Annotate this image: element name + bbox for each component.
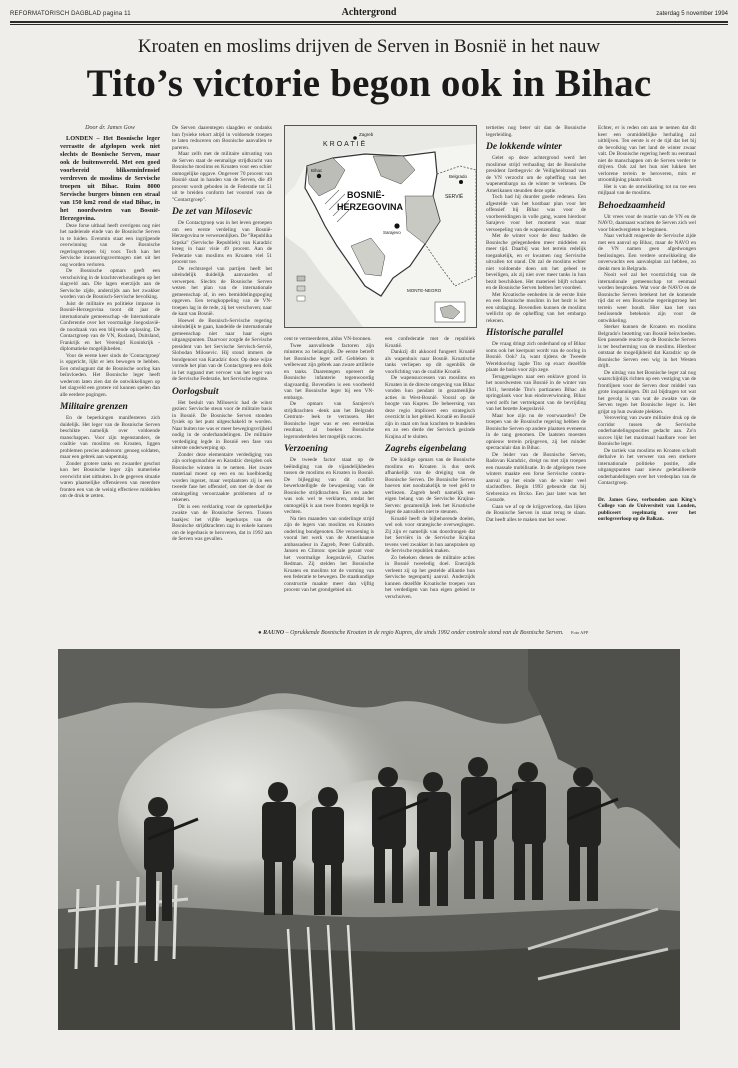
paragraph: De wapensuccessen van moslims en Kroaten in de directe omgeving van Bihac vonden hun pendant in gezamenlijke acties in West-Bosnië. Vooral op de hoogte van Kupres. De beheersing van deze regio impliceert een strategisch overzicht in het gebied. Kroatië en Bosnië zijn in staat om hun krachten te bundelen en zo een derde der Servisch gezinde Krajina af te sluiten. bbox=[385, 375, 475, 440]
paragraph: Sterker kunnen de Kroaten en moslims Belgrado's bezetting van Bosnië beïnvloeden. Een passende reactie op de Bosnische Serven is ter bescherming van de moslims. Hierdoor ontstaat de mogelijkheid dat Karadzic op de Bosnische Serven een wig in het Westen drijft. bbox=[598, 324, 696, 369]
paragraph: De Contactgroep was in het leven geroepen om een eerste verdeling van Bosnië-Herzegovina te verwezenlijken. De "Republika Srpska" (Servische Republiek) van Karadzic kreeg in haar visie 49 procent. Aan de Federatie van moslims en Kroaten viel 51 procent toe. bbox=[172, 220, 272, 265]
article-column-6 bbox=[598, 125, 696, 523]
masthead-date: zaterdag 5 november 1994 bbox=[656, 11, 728, 17]
article-kicker: Kroaten en moslims drijven de Serven in Bosnië in het nauw bbox=[137, 36, 601, 57]
masthead-rule bbox=[10, 21, 728, 23]
map-bosnia bbox=[284, 125, 477, 328]
paragraph: Twee aanvullende factoren zijn minstens zo belangrijk. De eerste betreft het Bosnische leger zelf. Gebleken is welbewust zijn gebrek aan zware artillerie en tanks. Daarentegen opereert de Bosnische infanterie tegenwoordig slagvaardig. Bovendien is een voorbeeld van het Bosnische leger bij een VN-embargo. bbox=[284, 342, 374, 401]
paragraph: Teruggeslagen naar een enklave grond in het noordwesten van Bosnië in de winter van 1941, herstelde Tito's partizanen Bihac als springplank voor hun eindoverwinning. Bihac werd zelfs het vertrekpunt van de bevrijding van het bezette Joegoslavië. bbox=[486, 373, 586, 412]
paragraph: De leider van de Bosnische Serven, Radovan Karadzic, dreigt nu met zijn troepen een massale mobilisatie. In de afgelopen twee winters maakte een forse Servische contra-aanval op het einde van de winter veel slachtoffers. Begin 1993 gebeurde dat bij Srebrenica en Brcko. Een jaar later was het Gorazde. bbox=[486, 451, 586, 503]
article-column-1 bbox=[60, 125, 160, 500]
subheading-behoedzaamheid: Behoedzaamheid bbox=[598, 200, 666, 211]
paragraph: De huidige opmars van de Bosnische moslims en Kroaten is dus sterk afhankelijk van de dreiging van de Bosnische Serven. De Bosnische Serven hoeven niet noodzakelijk te veel geld te verliezen. Zagreb heeft namelijk een eigen belang van de Servische Krajina-Serven: gezamenlijk leek het Kroatische leger de aanvallers niet te steunen. bbox=[385, 457, 475, 515]
paragraph: De opmars van Sarajevo's strijdkrachten -denk aan het Belgrado Centrum- leek te verrassen. Het Bosnische leger was er een eersteklas resultaat, al boeken Bosnische legeronderdelen het mogelijk succes. bbox=[284, 401, 374, 440]
byline: Door dr. James Gow bbox=[85, 125, 135, 131]
photo-caption bbox=[258, 629, 608, 638]
paragraph: Voor de eerste keer sinds de 'Contactgroep' is opgericht, lijkt er iets bewogen te hebben. Een omslagpunt dat de Bosnische oorlog kan beïnvloeden. Het Bosnische leger heeft wederom laten zien dat de ontwikkelingen op het slagveld een grotere rol kunnen spelen dan alle eerdere pogingen. bbox=[60, 352, 160, 398]
subheading-zagrebs-eigenbelang: Zagrebs eigenbelang bbox=[385, 444, 467, 454]
paragraph: Maar hoe zijn nu de voorwaarden? De troepen van de Bosnische regering hebben de Bosnische Serven op andere plaatsen eveneens in de tang genomen. De laatsten moesten opnieuw terrein prijsgeven, zij het minder spectaculair dan in Bihac. bbox=[486, 412, 586, 451]
map-label-kroatie: KROATIË bbox=[323, 141, 368, 148]
paragraph: Dit is een verklaring voor de opmerkelijke zwakte van de Bosnische Serven. Tussen haakjes: het vijfde legerkorps van de Bosnische strijdkrachten zag in enkele kansen om de legerbasis te heroveren, dat in 1992 aan de Serven was gevallen. bbox=[172, 503, 272, 542]
subheading-zet-milosevic: De zet van Milosevic bbox=[172, 207, 253, 217]
paragraph: De vraag dringt zich onderhand op of Bihac soms ook het keerpunt wordt van de oorlog in Bosnië. Ook? Ja, want tijdens de Tweede Wereldoorlog lagde Tito op exact dezelfde plaats de basis voor zijn zege. bbox=[486, 341, 586, 373]
article-column-4 bbox=[385, 336, 475, 600]
subheading-verzoening: Verzoening bbox=[284, 444, 328, 454]
paragraph: Verovering van zware militaire druk op de corridor tussen de Servische onderhandelingsposities gedacht aan. Zo'n succes lijkt het maximaal haalbare voor het Bosnische leger. bbox=[598, 415, 696, 447]
article-lead: LONDEN – Het Bosnische leger verrastte de afgelopen week niet slechts de Bosnische Serven, maar ook de buitenwereld. Met een goed voorbereid blikseminfensief verdreven de moslims de Servische troepen uit Bihac. Ruim 8000 Servische burgers binnen een straal van 150 km2 rond de stad Bihac, in het noordwesten van Bosnië-Herzegovina. bbox=[60, 134, 160, 222]
paragraph: Gelet op deze achtergrond werd het moslimse strijd verhaaling dat de Bosnische president Izetbegovic de Veiligheidsraad van de VN verzocht om de opheffing van het wapenembargo na de winter te verlenen. De Amerikanen steunden deze optie. bbox=[486, 155, 586, 194]
paragraph: Kroatië heeft de bijbehorende doelen, wel ook voor strategische overwegingen. Zij zijn er namelijk van doordrongen dat het Serviërs in de Servische Krajina tevens veel zwakker in hun aanspraken op de Servische republiek maken. bbox=[385, 515, 475, 554]
masthead-rule-thin bbox=[10, 24, 728, 25]
paragraph: Echter, er is reden om aan te nemen dat dit keer een onmiddellijke herhaling zal uitblijven. Ten eerste is er de tijd dat het bij de bevolking van het land de winter zwaar valt. De Bosnische regering heeft nu eenmaal niet de manschappen om de Serven verder te drijven. Ook zal het hun niet lukken het verlorene terrein te heroveren, mits er stroomlijning plaatsvindt. bbox=[598, 125, 696, 183]
paragraph: De uitslag van het Bosnische leger zal nog waarschijnlijk richten op een vestiging van de frontlijnen voor de Serven door middel van grote inspanningen. Dit zal bijdragen tot wat het gevolg is van wat de zwakte van de Serven tegen het Bosnische leger is. Het grijpt op hun zwakste plekken. bbox=[598, 369, 696, 415]
paragraph: Toch had hij duurder goede redenen. Een afgestelde van het kostbaar plan voor het offensief bij Bihac was voor de voorbereidingen in volle gang, waren hierdoor Sarajevo voor het moment was maar versoepeling van de wapenzending. bbox=[486, 194, 586, 233]
map-label-sarajevo: Sarajevo bbox=[383, 230, 401, 235]
masthead-section: Achtergrond bbox=[341, 7, 397, 18]
paragraph: Met de winter voor de deur hadden de Bosnische gelegenheden meer middelen en meer tijd. Daarbij was het terrein redelijk toegankelijk, en er kwamen nog Servische uitvallen tot stand. Dit zal de moslims echter niet voldoende doen om het geheel te beveiligen, als zij niet over meer tanks in hun bezit beschikken. Het materieel blijft schaars en de Bosnische Serven hebben het voordeel. bbox=[486, 233, 586, 291]
masthead-publication: REFORMATORISCH DAGBLAD pagina 11 bbox=[10, 11, 131, 17]
map-label-zagreb: Zagreb bbox=[359, 132, 374, 137]
paragraph: De rechtsregel van partijen heeft het uiteindelijk duidelijk aanvaarden of verwerpen. Slechts de Bosnische Serven wezen het plan van de internationale gemeenschap af, in een bemiddelingspoging opgeven. Een terugkoppeling van de VN-troepen lag in de rede, zij het verschoven; naar de kant van Bosnië. bbox=[172, 265, 272, 317]
paragraph: Uit vrees voor de reactie van de VN en de NAVO, daarnaast wachten de Serven zich wel voor bloedvergieten te beginnen. bbox=[598, 213, 696, 233]
paragraph: Het is van de ontwikkeling tot nu toe een mijlpaal van de moslims. bbox=[598, 183, 696, 196]
paragraph: De tweede factor staat op de beëindiging van de vijandelijkheden tussen de moslims en Kroaten in Bosnië. De bijlegging van dit conflict bewerkstelligde de bewapening van de Bosnische strijdkrachten. Een en ander was ook wel te verklaren, omdat het onmogelijk is aan twee fronten tegelijk te vechten. bbox=[284, 457, 374, 515]
paragraph: Juist de militaire en politieke impasse in Bosnië-Herzegovina toont dit jaar de internationale gemeenschap -de Internationale Conferentie over het voormalige Joegoslavië- de noodzaak van een blijvende oplossing. De Contactgroep van de VN, Rusland, Duitsland, Frankrijk en het Verenigd Koninkrijk -diplomatieke mogelijkheden. bbox=[60, 300, 160, 352]
caption-bullet: ● bbox=[258, 630, 262, 636]
map-graphic bbox=[285, 126, 476, 327]
paragraph: Dankzij dit akkoord fungeert Kroatië als wapenhuis naar Bosnië. Kroatische tanks verliepen op dit ogenblik de voorlichting van de coalitie Kroatië. bbox=[385, 349, 475, 375]
paragraph: tertieties nog beter uit dan de Bosnische legerleiding. bbox=[486, 125, 586, 138]
caption-location: RAUNO bbox=[263, 630, 285, 636]
paragraph: De Serven daarentegen slaagden er ondanks hun fysieke tekort altijd in voldoende troepen te laten reduceren om Bosnische aanvallen te pareren. bbox=[172, 125, 272, 151]
subheading-oorlogsbuit: Oorlogsbuit bbox=[172, 386, 219, 397]
article-column-3 bbox=[284, 336, 374, 594]
map-label-herzegovina: HERZEGOVINA bbox=[337, 202, 404, 212]
paragraph: Maar zelfs met de militaire uitrusting van de Serven staat de eenmalige strijdkracht van Bosnische moslims en Kroaten voor een schier onmogelijke opgave. Ongeveer 70 procent van Bosnië staat in handen van de Serven, die 49 procent wordt geboden in de Federatie tot 51 uit te breiden conform het voorstel van de "Contactgroep". bbox=[172, 151, 272, 203]
map-label-montenegro: MONTE-NEGRO bbox=[407, 288, 442, 293]
news-photo-soldiers bbox=[58, 649, 680, 1030]
masthead bbox=[10, 8, 728, 20]
paragraph: Zonder grotere tanks en zwaarder geschut kon het Bosnische leger zijn numerieke overwicht niet uitbuiten. In de gegeven situatie waren plaatselijke offensieven van meerdere fronten een van de weinig effectieve middelen om de druk te zetten. bbox=[60, 460, 160, 499]
map-label-servie: SERVIË bbox=[445, 194, 464, 200]
paragraph: Zo bekeken dienen de militaire acties in Bosnië tweeledig doel. Enerzijds verleent zij op het gestelde alliantie hun Servische tegenpartij aanval. Anderzijds kunnen dezelfde Kroatische troepen van het verdedigen van hun eigen gebied te verschuiven. bbox=[385, 554, 475, 600]
paragraph: De tactiek van moslims en Kroaten schudt derhalve in het verweer van een sterkere internationale politieke positie, alle uitgangspunten naar nieuw gedetailleerde onderhandelingen over het vredesplan van de Contactgroep. bbox=[598, 447, 696, 486]
map-label-bihac: Bihac bbox=[311, 168, 323, 173]
map-label-belgrado: Belgrado bbox=[449, 174, 468, 179]
paragraph: De Bosnische opmars geeft een verschuiving in de krachtsverhoudingen op het slagveld aan. Die lagen enerzijds aan de Servische zijde, anderzijds aan het zwakker worden van de Bosnisch-Servische bevolking. bbox=[60, 268, 160, 300]
paragraph: een confederatie met de republiek Kroatië. bbox=[385, 336, 475, 349]
map-label-bosnie: BOSNIË- bbox=[347, 190, 385, 200]
paragraph: Hoewel de Bosnisch-Servische regering uiteindelijk te gaan, handelde de internationale gemeenschap niet naar haar eigen uitgangspunten. Daarvoor zorgde de Servische president van het Servische Servisch-Servië, Slobodan Milosevic. Hij stond immers de bondgenoot van Karadzic door. Op deze wijze vormde het plan van de Contactgroep een dolk in het rugpand met vervoer van het leger van de Servische Federatie, het Servische regime. bbox=[172, 317, 272, 382]
photo-credit: Foto AFP bbox=[571, 630, 589, 635]
article-headline: Tito’s victorie begon ook in Bihac bbox=[86, 62, 652, 105]
subheading-lokkende-winter: De lokkende winter bbox=[486, 142, 562, 152]
paragraph: Naar verluidt reageerde de Servische zijde met een aanval op Bihac, maar de NAVO en de VN namen geen afgedwongen beslissingen. Een verdere ontwikkeling die onverwachts een aanvalsplan zal hebben, zo denkt men in Belgrado. bbox=[598, 233, 696, 272]
photo-graphic bbox=[58, 649, 680, 1030]
article-column-5 bbox=[486, 125, 586, 523]
paragraph: Na tien maanden van onderlinge strijd zijn de legers van moslims en Kroaten onderling bondgenoten. Die verzoening is vooral het werk van de Amerikaanse ambassadeur in Zagreb, Peter Galbraith. Jansen en Clinton: speciale gezant voor het voormalige Joegoslavië, Charles Redman. Zij stelden het Bosnische Kroaten en moslims tot de vorming van een federatie te bewegen. De staatkundige constructie maakte meer dan vijftig procent van het grondgebied uit. bbox=[284, 515, 374, 593]
caption-text: – Oprukkende Bosnische Kroaten in de regio Kupres, die sinds 1992 onder controle stond van de Bosnische Serven. bbox=[285, 630, 564, 636]
paragraph: Het besluit van Milosevic had de winst gezien: Servische steun voor de militaire basis in Bosnië. De Bosnische Serven stonden fysiek op het punt uitgeschakeld te worden. Naar buiten toe was er meer bewegingsvrijheid nodig in de onderhandelingen. De militaire verdediging legde in Bosnië een fase van uiterste onderwerping op. bbox=[172, 399, 273, 451]
paragraph: Met Kroatische eenheden in de eerste linie en een Bosnische moslims in het bezit is het een uitdaging. Bovendien kunnen de moslims wellicht op de opheffing van het embargo rekenen. bbox=[486, 291, 586, 324]
author-bio: Dr. James Gow, verbonden aan King's College van de Universiteit van Londen, publiceert regelmatig over het oorlogsverloop op de Balkan. bbox=[598, 496, 696, 522]
paragraph: cent te vermeerderen, aldus VN-bronnen. bbox=[284, 336, 372, 342]
paragraph: Gaan we af op de krijgsverloop, dan lijken de Bosnische Serven in staat terug te slaan. Dat heeft alles te maken met het weer. bbox=[486, 503, 586, 523]
article-column-2 bbox=[172, 125, 272, 543]
paragraph: Nooit wel zal het voortzichtig van de internationale gemeenschap tot eenmaal worden besproken. Wat voor de NAVO en de Bosnische Serven betekent het de komende tijd dat er een Bosnische regeringstroep het terrein weer houdt. Hier kan het van beslissende betekenis zijn voor de ontwikkeling. bbox=[598, 272, 696, 324]
paragraph: En de beperkingen manifesteren zich duidelijk. Het leger van de Bosnische Serven beschikte namelijk over voldoende manschappen. Voor zijn tegenstanders, de coalitie van moslims en Kroaten, liggen problemen precies andersom: genoeg soldaten, maar een gebrek aan wapentuig. bbox=[60, 415, 160, 460]
subheading-historische-parallel: Historische parallel bbox=[486, 328, 564, 338]
paragraph: Zonder deze elementaire verdediging van zijn oorlogsmachine en Karadzic dreigden ook Bosnische winsten in te nemen. Het zware materiaal moest op een en nu koelbloedig worden ingezet, maar verplaatsten zij in een tweede fase het offensief, om met de door de omsingeling veroorzaakte problemen af te rekenen. bbox=[172, 451, 272, 503]
subheading-militaire-grenzen: Militaire grenzen bbox=[60, 402, 128, 412]
paragraph: Deze forse uitbaal heeft overigens nog niet het nadelende einde van de Bosnische Serven in te luiden. Evenmin staat een ingrijpende overwinning van de Bosnische regeringstroepen bij voor. Toch kan het Servische incasseringsvermogen niet uit het oog worden verloren. bbox=[60, 222, 160, 268]
